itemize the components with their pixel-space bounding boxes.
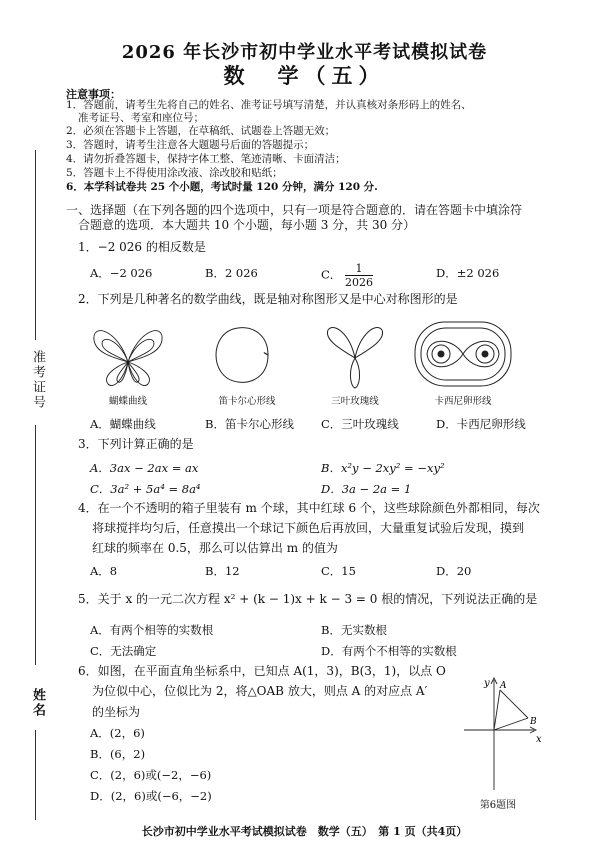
cardioid-figure <box>212 320 282 390</box>
q3-option-b: B．x²y − 2xy² = −xy² <box>321 461 445 475</box>
q1-option-d: D．±2 026 <box>436 266 500 280</box>
q1-stem: 1．−2 026 的相反数是 <box>78 240 206 254</box>
q5-option-b: B．无实数根 <box>321 623 387 637</box>
note-2: 2．必须在答题卡上答题，在草稿纸、试题卷上答题无效； <box>66 125 336 137</box>
q6-option-b: B．(6，2) <box>90 747 146 761</box>
caption-cassini: 卡西尼卵形线 <box>434 396 492 407</box>
note-6: 6．本学科试卷共 25 个小题，考试时量 120 分钟，满分 120 分. <box>66 181 378 193</box>
q6-line-1: 6．如图，在平面直角坐标系中，已知点 A(1，3)，B(3，1)，以点 O <box>78 664 446 678</box>
q4-line-3: 红球的频率在 0.5，那么可以估算出 m 的值为 <box>92 541 338 555</box>
q4-option-b: B．12 <box>205 564 240 578</box>
q5-option-c: C．无法确定 <box>90 644 157 658</box>
q2-option-d: D．卡西尼卵形线 <box>436 417 526 431</box>
binding-line-mid <box>35 425 36 665</box>
binding-line-top <box>35 150 36 340</box>
q4-option-d: D．20 <box>436 564 472 578</box>
q3-option-a: A．3ax − 2ax = ax <box>90 461 199 475</box>
q3-option-c: C．3a² + 5a⁴ = 8a⁴ <box>90 482 201 496</box>
q5-option-d: D．有两个不相等的实数根 <box>321 644 457 658</box>
exam-subject: 数 学（五） <box>223 63 386 88</box>
q1-option-c-label: C． <box>321 267 342 282</box>
q6-line-3: 的坐标为 <box>92 705 141 719</box>
q4-option-a: A．8 <box>90 564 118 578</box>
q6-line-2: 为位似中心，位似比为 2，将△OAB 放大，则点 A 的对应点 A′ <box>92 684 428 698</box>
section-line-1: 一、选择题（在下列各题的四个选项中，只有一项是符合题意的．请在答题卡中填涂符 <box>66 203 523 217</box>
q6-option-a: A．(2，6) <box>90 726 145 740</box>
cassini-oval-figure <box>413 320 513 388</box>
q1-option-c <box>321 262 373 289</box>
section-line-2: 合题意的选项．本大题共 10 个小题，每小题 3 分，共 30 分） <box>78 218 416 232</box>
note-4: 4．请勿折叠答题卡，保持字体工整、笔迹清晰、卡面清洁； <box>66 153 346 165</box>
q6-fig-x-label: x <box>536 734 542 745</box>
q3-stem: 3．下列计算正确的是 <box>78 437 194 451</box>
q6-fig-a-label: A <box>500 681 507 691</box>
exam-id-label: 准考证号 <box>30 350 45 410</box>
q5-stem: 5．关于 x 的一元二次方程 x² + (k − 1)x + k − 3 = 0 根的情况，下列说法正确的是 <box>78 592 538 606</box>
caption-rose: 三叶玫瑰线 <box>331 396 379 407</box>
page-footer: 长沙市初中学业水平考试模拟试卷 数学（五） 第 1 页（共4页） <box>141 825 468 838</box>
q6-option-d: D．(2，6)或(−6，−2) <box>90 789 212 803</box>
name-label: 姓名 <box>30 688 45 718</box>
notes-heading: 注意事项： <box>66 88 121 101</box>
q6-figure-caption: 第6题图 <box>479 800 517 811</box>
q5-option-a: A．有两个相等的实数根 <box>90 623 214 637</box>
q6-fig-y-label: y <box>484 678 490 689</box>
q1-c-numerator: 1 <box>345 262 373 276</box>
caption-cardioid: 笛卡尔心形线 <box>218 396 276 407</box>
q6-option-c: C．(2，6)或(−2，−6) <box>90 768 212 782</box>
three-leaf-rose-figure <box>320 320 390 390</box>
q4-line-1: 4．在一个不透明的箱子里装有 m 个球，其中红球 6 个，这些球除颜色外都相同，每次 <box>78 501 540 515</box>
note-1: 1．答题前，请考生先将自己的姓名、准考证号填写清楚，并认真核对条形码上的姓名、 <box>66 99 472 111</box>
note-3: 3．答题时，请考生注意各大题题号后面的答题提示； <box>66 139 315 151</box>
section-heading <box>66 203 594 233</box>
exam-title: 2026 年长沙市初中学业水平考试模拟试卷 <box>121 42 488 63</box>
q1-option-a: A．−2 026 <box>90 266 153 280</box>
note-5: 5．答题卡上不得使用涂改液、涂改胶和贴纸； <box>66 167 283 179</box>
q4-line-2: 将球搅拌均匀后，任意摸出一个球记下颜色后再放回，大量重复试验后发现，摸到 <box>92 521 525 535</box>
q1-c-denominator: 2026 <box>344 276 373 289</box>
q6-coordinate-figure <box>458 672 568 797</box>
note-1-cont: 准考证号、考室和座位号； <box>78 112 204 124</box>
q1-option-c-fraction <box>345 262 373 289</box>
q4-option-c: C．15 <box>321 564 356 578</box>
q2-option-b: B．笛卡尔心形线 <box>205 417 294 431</box>
binding-line-bottom <box>35 730 36 820</box>
q2-stem: 2．下列是几种著名的数学曲线，既是轴对称图形又是中心对称图形的是 <box>78 292 458 306</box>
q1-option-b: B．2 026 <box>205 266 258 280</box>
q2-option-c: C．三叶玫瑰线 <box>321 417 399 431</box>
q6-fig-b-label: B <box>530 717 537 727</box>
q2-option-a: A．蝴蝶曲线 <box>90 417 156 431</box>
caption-butterfly: 蝴蝶曲线 <box>108 396 147 407</box>
butterfly-curve-figure <box>88 320 168 390</box>
q3-option-d: D．3a − 2a = 1 <box>321 482 412 496</box>
